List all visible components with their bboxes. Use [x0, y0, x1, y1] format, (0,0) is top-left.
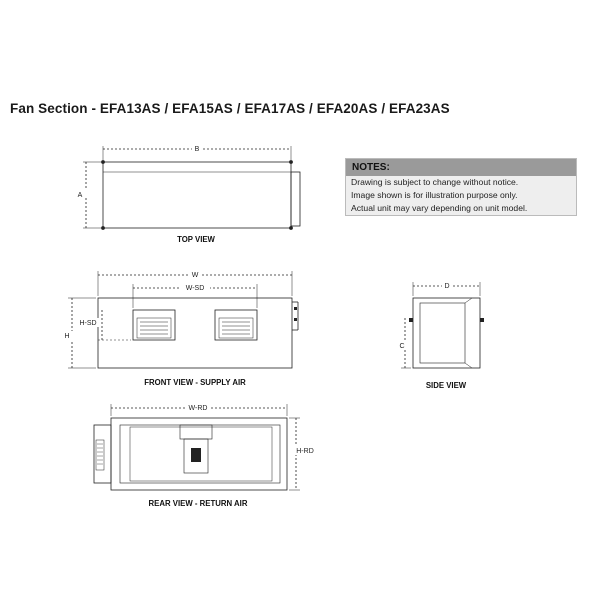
dim-a-label: A: [77, 192, 83, 199]
control-box: [94, 425, 111, 483]
side-view-caption: SIDE VIEW: [425, 381, 467, 390]
supply-outlet-left: [133, 310, 175, 340]
page-title: Fan Section - EFA13AS / EFA15AS / EFA17AS / EFA20AS / EFA23AS: [10, 101, 450, 116]
dim-h-label: H: [64, 333, 70, 340]
dim-c-label: C: [399, 343, 405, 350]
top-view-caption: TOP VIEW: [177, 235, 215, 244]
front-view-caption: FRONT VIEW - SUPPLY AIR: [144, 378, 246, 387]
side-view-panel: [420, 303, 465, 363]
rear-view: [94, 404, 300, 490]
dim-d-label: D: [444, 283, 450, 290]
top-view-flange: [291, 172, 300, 226]
side-view: [401, 282, 484, 368]
dim-b-label: B: [194, 146, 200, 153]
top-view: [83, 146, 300, 230]
dim-wsd-label: W-SD: [185, 285, 205, 292]
dim-hsd-label: H-SD: [79, 320, 97, 327]
dim-hrd-label: H-RD: [296, 448, 314, 455]
notes-line-2: Image shown is for illustration purpose only.: [351, 190, 518, 200]
front-view-body: [98, 298, 292, 368]
notes-line-1: Drawing is subject to change without notice.: [351, 177, 519, 187]
dim-wrd-label: W-RD: [188, 405, 208, 412]
side-view-body: [413, 298, 480, 368]
supply-outlet-right: [215, 310, 257, 340]
notes-heading: NOTES:: [346, 159, 576, 176]
rear-view-caption: REAR VIEW - RETURN AIR: [148, 499, 248, 508]
notes-line-3: Actual unit may vary depending on unit model.: [351, 203, 528, 213]
dim-w-label: W: [191, 272, 199, 279]
